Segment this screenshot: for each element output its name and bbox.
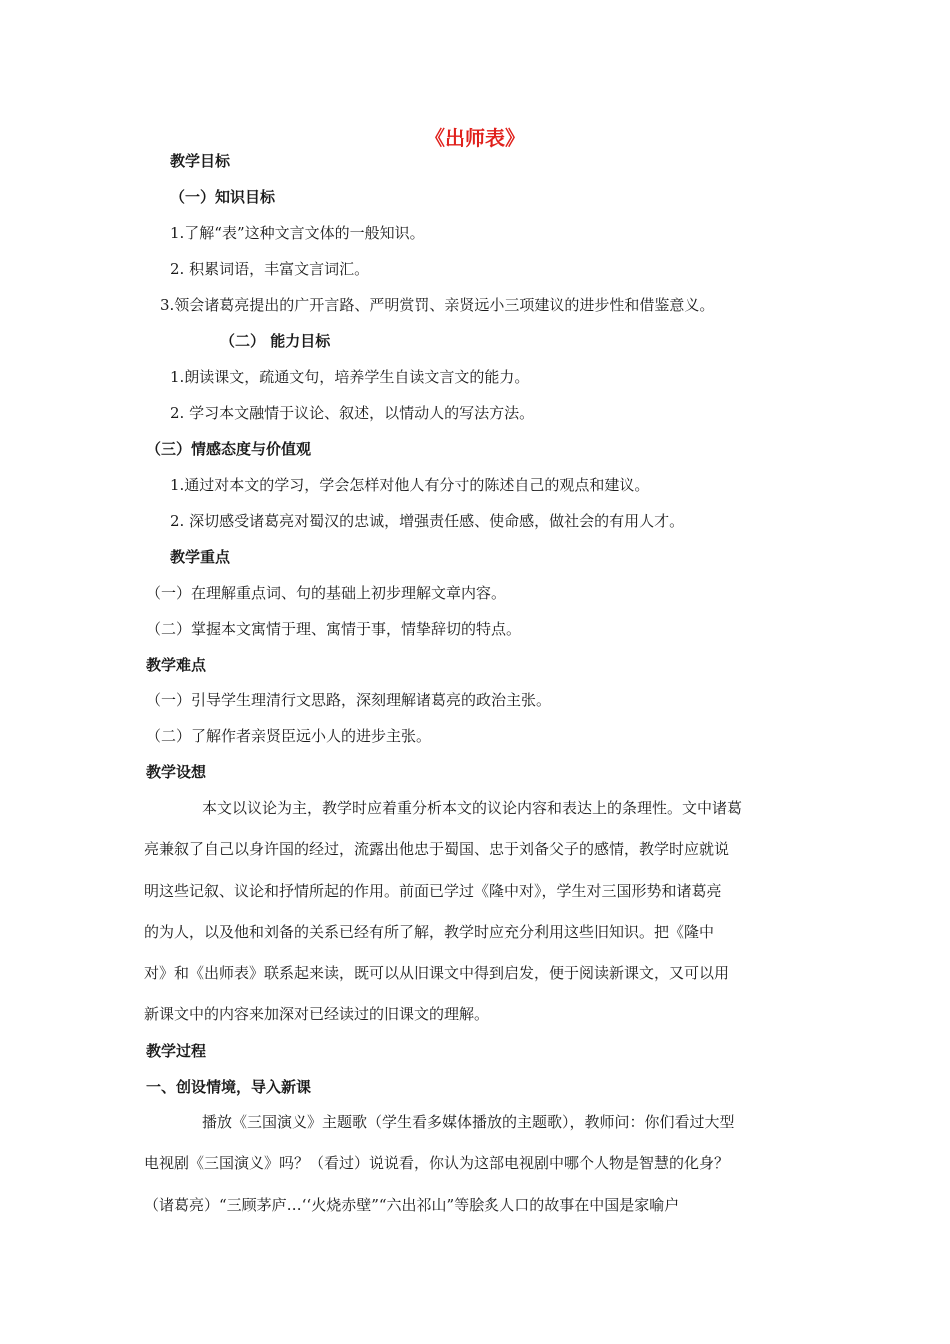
emotion-goal-2: 2. 深切感受诸葛亮对蜀汉的忠诚，增强责任感、使命感，做社会的有用人才。 xyxy=(170,512,685,530)
knowledge-goals-heading: （一）知识目标 xyxy=(170,188,276,206)
ability-goals-heading: （二） 能力目标 xyxy=(220,332,331,350)
difficulties-heading: 教学难点 xyxy=(146,656,207,674)
difficulty-2: （二）了解作者亲贤臣远小人的进步主张。 xyxy=(146,727,432,745)
design-line: 明这些记叙、议论和抒情所起的作用。前面已学过《隆中对》，学生对三国形势和诸葛亮 xyxy=(144,881,722,900)
emotion-goal-1: 1.通过对本文的学习，学会怎样对他人有分寸的陈述自己的观点和建议。 xyxy=(170,476,650,494)
goals-heading: 教学目标 xyxy=(170,152,231,170)
ability-goal-2: 2. 学习本文融情于议论、叙述，以情动人的写法方法。 xyxy=(170,404,535,422)
knowledge-goal-3: 3.领会诸葛亮提出的广开言路、严明赏罚、亲贤远小三项建议的进步性和借鉴意义。 xyxy=(160,296,715,314)
design-paragraph xyxy=(144,788,806,1036)
step1-line: （诸葛亮）“三顾茅庐…‘‘火烧赤壁”“六出祁山”等脍炙人口的故事在中国是家喻户 xyxy=(144,1195,680,1214)
difficulty-1: （一）引导学生理清行文思路，深刻理解诸葛亮的政治主张。 xyxy=(146,691,552,709)
key-point-1: （一）在理解重点词、句的基础上初步理解文章内容。 xyxy=(146,584,507,602)
design-heading: 教学设想 xyxy=(146,763,207,781)
knowledge-goal-1: 1.了解“表”这种文言文体的一般知识。 xyxy=(170,224,425,242)
step1-heading: 一、创设情境，导入新课 xyxy=(146,1078,312,1096)
design-line: 对》和《出师表》联系起来读，既可以从旧课文中得到启发，便于阅读新课文，又可以用 xyxy=(144,964,730,983)
document-title: 《出师表》 xyxy=(425,126,525,150)
step1-paragraph xyxy=(144,1102,806,1226)
emotion-goals-heading: （三）情感态度与价值观 xyxy=(146,440,312,458)
step1-line: 播放《三国演义》主题歌（学生看多媒体播放的主题歌），教师问：你们看过大型 xyxy=(202,1113,735,1131)
key-point-2: （二）掌握本文寓情于理、寓情于事，情挚辞切的特点。 xyxy=(146,620,522,638)
design-line: 本文以议论为主，教学时应着重分析本文的议论内容和表达上的条理性。文中诸葛 xyxy=(202,799,743,817)
process-heading: 教学过程 xyxy=(146,1042,207,1060)
knowledge-goal-2: 2. 积累词语，丰富文言词汇。 xyxy=(170,260,370,278)
design-line: 亮兼叙了自己以身许国的经过，流露出他忠于蜀国、忠于刘备父子的感情，教学时应就说 xyxy=(144,840,730,859)
design-line: 新课文中的内容来加深对已经读过的旧课文的理解。 xyxy=(144,1005,490,1024)
step1-line: 电视剧《三国演义》吗？（看过）说说看，你认为这部电视剧中哪个人物是智慧的化身？ xyxy=(144,1154,730,1173)
ability-goal-1: 1.朗读课文，疏通文句，培养学生自读文言文的能力。 xyxy=(170,368,530,386)
design-line: 的为人，以及他和刘备的关系已经有所了解，教学时应充分利用这些旧知识。把《隆中 xyxy=(144,922,715,941)
key-points-heading: 教学重点 xyxy=(170,548,231,566)
